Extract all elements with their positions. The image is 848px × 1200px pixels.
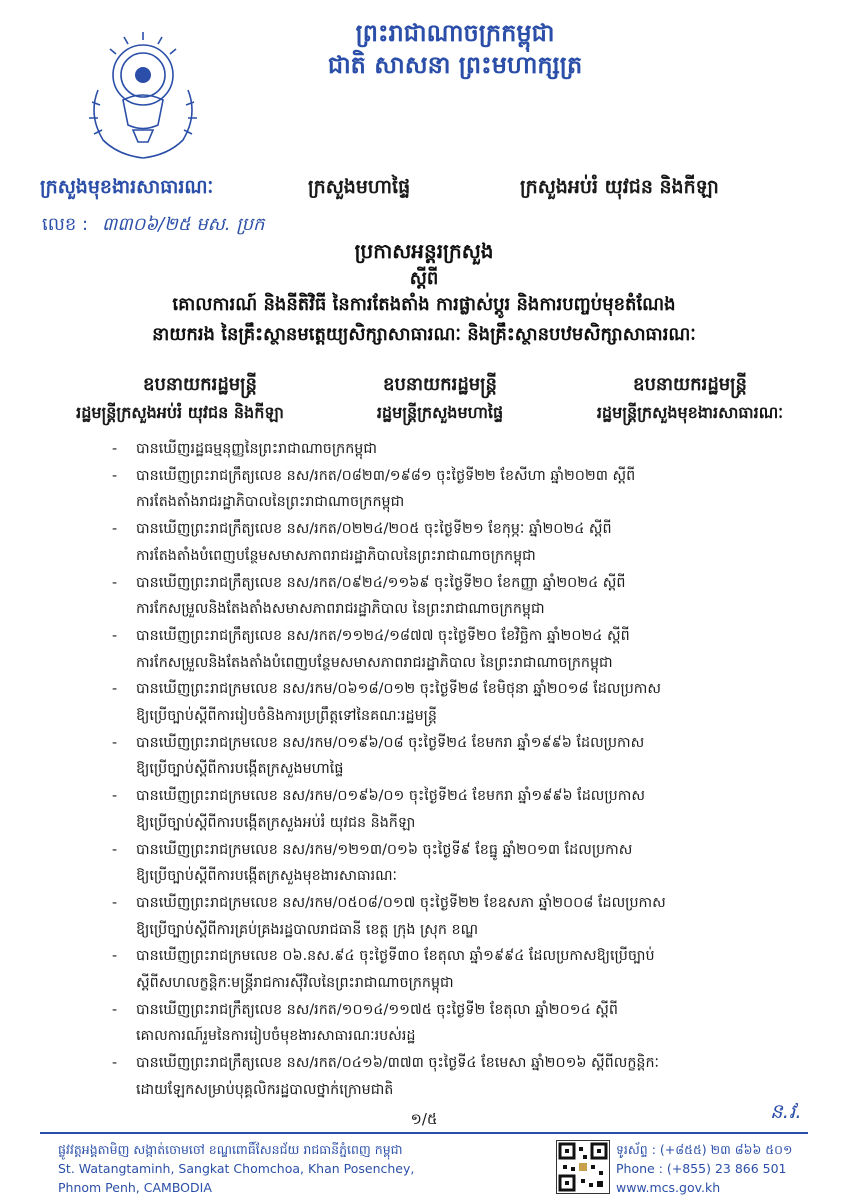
document-subject-line-2: នាយករង នៃគ្រឹះស្ថានមត្តេយ្យសិក្សាសាធារណៈ និងគ្រឹះស្ថានបឋមសិក្សាសាធារណៈ bbox=[152, 324, 696, 345]
list-text: ឱ្យប្រើច្បាប់ស្តីពីការរៀបចំនិងការប្រព្រឹត្តទៅនៃគណៈរដ្ឋមន្ត្រី bbox=[136, 708, 437, 725]
list-continuation bbox=[112, 489, 812, 516]
footer-contact bbox=[616, 1140, 792, 1197]
list-continuation bbox=[112, 543, 812, 570]
list-continuation bbox=[112, 863, 812, 890]
list-dash: - bbox=[112, 627, 118, 644]
list-text: បានឃើញព្រះរាជក្រមលេខ ០៦.នស.៩៤ ចុះថ្ងៃទី៣០ ខែតុលា ឆ្នាំ១៩៩៤ ដែលប្រកាសឱ្យប្រើច្បាប់ bbox=[136, 948, 655, 965]
list-dash: - bbox=[112, 1001, 118, 1018]
list-continuation bbox=[112, 970, 812, 997]
handwritten-initials: ន.វ. bbox=[770, 1099, 802, 1123]
address-english-line-2: Phnom Penh, CAMBODIA bbox=[58, 1180, 212, 1195]
signatory-title: ឧបនាយករដ្ឋមន្ត្រី bbox=[383, 374, 497, 395]
list-text: បានឃើញព្រះរាជក្រមលេខ នស/រកម/១២១៣/០១៦ ចុះថ្ងៃទី៩ ខែធ្នូ ឆ្នាំ២០១៣ ដែលប្រកាស bbox=[136, 841, 633, 858]
list-text: គោលការណ៍រួមនៃការរៀបចំមុខងារសាធារណៈរបស់រដ្ឋ bbox=[136, 1028, 416, 1045]
list-dash: - bbox=[112, 574, 118, 591]
list-dash: - bbox=[112, 894, 118, 911]
list-text: ការកែសម្រួលនិងតែងតាំងបំពេញបន្ថែមសមាសភាពរាជរដ្ឋាភិបាល នៃព្រះរាជាណាចក្រកម្ពុជា bbox=[136, 654, 613, 671]
list-item bbox=[112, 943, 812, 970]
list-text: ឱ្យប្រើច្បាប់ស្តីពីការបង្កើតក្រសួងមហាផ្ទៃ bbox=[136, 761, 344, 778]
document-type: ប្រកាសអន្តរក្រសួង bbox=[354, 239, 494, 263]
list-text: ឱ្យប្រើច្បាប់ស្តីពីការបង្កើតក្រសួងអប់រំ យុវជន និងកីឡា bbox=[136, 814, 416, 831]
ministry-civil-service: ក្រសួងមុខងារសាធារណៈ bbox=[40, 176, 214, 198]
ministry-emblem bbox=[78, 30, 208, 165]
list-continuation bbox=[112, 1023, 812, 1050]
list-item bbox=[112, 730, 812, 757]
phone-khmer: ទូរស័ព្ទ : (+៨៥៥) ២៣ ៨៦៦ ៥០១ bbox=[616, 1142, 793, 1157]
list-text: បានឃើញព្រះរាជក្រឹត្យលេខ នស/រកត/០៤១៦/៣៧៣ ចុះថ្ងៃទី៤ ខែមេសា ឆ្នាំ២០១៦ ស្តីពីលក្ខន្តិកៈ bbox=[136, 1055, 659, 1072]
legal-basis-list bbox=[112, 436, 812, 1104]
list-text: ការតែងតាំងរាជរដ្ឋាភិបាលនៃព្រះរាជាណាចក្រកម្ពុជា bbox=[136, 494, 405, 511]
list-text: បានឃើញព្រះរាជក្រឹត្យលេខ នស/រកត/០៨២៣/១៩៨១ ចុះថ្ងៃទី២២ ខែសីហា ឆ្នាំ២០២៣ ស្តីពី bbox=[136, 467, 636, 484]
list-text: ការកែសម្រួលនិងតែងតាំងសមាសភាពរាជរដ្ឋាភិបាល នៃព្រះរាជាណាចក្រកម្ពុជា bbox=[136, 601, 545, 618]
list-item bbox=[112, 676, 812, 703]
list-text: បានឃើញព្រះរាជក្រឹត្យលេខ នស/រកត/០៩២៤/១១៦៩ ចុះថ្ងៃទី២០ ខែកញ្ញា ឆ្នាំ២០២៤ ស្តីពី bbox=[136, 574, 626, 591]
list-continuation bbox=[112, 650, 812, 677]
reference-label: លេខ : bbox=[42, 214, 89, 235]
list-item bbox=[112, 890, 812, 917]
list-continuation bbox=[112, 810, 812, 837]
list-item bbox=[112, 997, 812, 1024]
list-item bbox=[112, 516, 812, 543]
list-text: បានឃើញព្រះរាជក្រឹត្យលេខ នស/រកត/១១២៤/១៨៧៧ ចុះថ្ងៃទី២០ ខែវិច្ឆិកា ឆ្នាំ២០២៤ ស្តីពី bbox=[136, 627, 630, 644]
qr-code-icon bbox=[556, 1140, 610, 1194]
list-dash: - bbox=[112, 1055, 118, 1072]
list-text: បានឃើញព្រះរាជក្រមលេខ នស/រកម/០១៩៦/០៨ ចុះថ្ងៃទី២៤ ខែមករា ឆ្នាំ១៩៩៦ ដែលប្រកាស bbox=[136, 734, 645, 751]
list-dash: - bbox=[112, 841, 118, 858]
footer-divider bbox=[40, 1132, 808, 1134]
list-dash: - bbox=[112, 467, 118, 484]
document-about: ស្តីពី bbox=[409, 268, 439, 289]
list-text: ឱ្យប្រើច្បាប់ស្តីពីការបង្កើតក្រសួងមុខងារសាធារណៈ bbox=[136, 868, 397, 885]
address-khmer: ផ្លូវវត្តអង្គតាមិញ សង្កាត់ចោមចៅ ខណ្ឌពោធិ៍សែនជ័យ រាជធានីភ្នំពេញ កម្ពុជា bbox=[58, 1142, 403, 1157]
document-subject-line-1: គោលការណ៍ និងនីតិវិធី នៃការតែងតាំង ការផ្លាស់ប្តូរ និងការបញ្ចប់មុខតំណែង bbox=[172, 294, 676, 315]
list-text: ការតែងតាំងបំពេញបន្ថែមសមាសភាពរាជរដ្ឋាភិបាលនៃព្រះរាជាណាចក្រកម្ពុជា bbox=[136, 547, 536, 564]
signatory-role: រដ្ឋមន្ត្រីក្រសួងអប់រំ យុវជន និងកីឡា bbox=[76, 403, 284, 422]
list-text: ឱ្យប្រើច្បាប់ស្តីពីការគ្រប់គ្រងរដ្ឋបាលរាជធានី ខេត្ត ក្រុង ស្រុក ខណ្ឌ bbox=[136, 921, 479, 938]
list-item bbox=[112, 436, 812, 463]
website-link[interactable]: www.mcs.gov.kh bbox=[616, 1180, 721, 1195]
reference-number bbox=[42, 212, 264, 239]
page-number: ១/៥ bbox=[410, 1110, 438, 1128]
list-item bbox=[112, 623, 812, 650]
list-item bbox=[112, 1050, 812, 1077]
reference-value: ៣៣០៦/២៥ មស. ប្រក bbox=[101, 214, 265, 235]
signatory-role: រដ្ឋមន្ត្រីក្រសួងមុខងារសាធារណៈ bbox=[596, 403, 784, 422]
list-continuation bbox=[112, 756, 812, 783]
phone-english: Phone : (+855) 23 866 501 bbox=[616, 1161, 787, 1176]
list-continuation bbox=[112, 703, 812, 730]
signatory-title: ឧបនាយករដ្ឋមន្ត្រី bbox=[633, 374, 747, 395]
list-text: បានឃើញព្រះរាជក្រឹត្យលេខ នស/រកត/១០១៤/១១៧៥ ចុះថ្ងៃទី២ ខែតុលា ឆ្នាំ២០១៤ ស្តីពី bbox=[136, 1001, 618, 1018]
list-text: បានឃើញព្រះរាជក្រឹត្យលេខ នស/រកត/០២២៤/២០៥ ចុះថ្ងៃទី២១ ខែកុម្ភៈ ឆ្នាំ២០២៤ ស្តីពី bbox=[136, 521, 612, 538]
list-continuation bbox=[112, 1077, 812, 1104]
footer-address bbox=[58, 1140, 414, 1197]
list-dash: - bbox=[112, 734, 118, 751]
list-text: បានឃើញព្រះរាជក្រមលេខ នស/រកម/០១៩៦/០១ ចុះថ្ងៃទី២៤ ខែមករា ឆ្នាំ១៩៩៦ ដែលប្រកាស bbox=[136, 788, 645, 805]
list-text: បានឃើញព្រះរាជក្រមលេខ នស/រកម/០៦១៨/០១២ ចុះថ្ងៃទី២៨ ខែមិថុនា ឆ្នាំ២០១៨ ដែលប្រកាស bbox=[136, 681, 661, 698]
list-continuation bbox=[112, 917, 812, 944]
kingdom-title: ព្រះរាជាណាចក្រកម្ពុជា bbox=[355, 19, 555, 47]
list-dash: - bbox=[112, 521, 118, 538]
list-item bbox=[112, 837, 812, 864]
list-continuation bbox=[112, 596, 812, 623]
list-text: បានឃើញព្រះរាជក្រមលេខ នស/រកម/០៥០៨/០១៧ ចុះថ្ងៃទី២២ ខែឧសភា ឆ្នាំ២០០៨ ដែលប្រកាស bbox=[136, 894, 666, 911]
ministry-education: ក្រសួងអប់រំ យុវជន និងកីឡា bbox=[520, 176, 719, 198]
list-dash: - bbox=[112, 681, 118, 698]
list-item bbox=[112, 783, 812, 810]
list-dash: - bbox=[112, 788, 118, 805]
list-dash: - bbox=[112, 441, 118, 457]
list-item bbox=[112, 463, 812, 490]
list-item bbox=[112, 570, 812, 597]
ministry-interior: ក្រសួងមហាផ្ទៃ bbox=[308, 176, 411, 198]
signatory-title: ឧបនាយករដ្ឋមន្ត្រី bbox=[143, 374, 257, 395]
signatory-role: រដ្ឋមន្ត្រីក្រសួងមហាផ្ទៃ bbox=[376, 403, 504, 422]
list-dash: - bbox=[112, 948, 118, 965]
list-text: ស្តីពីសហលក្ខន្តិកៈមន្ត្រីរាជការស៊ីវិលនៃព្រះរាជាណាចក្រកម្ពុជា bbox=[136, 975, 454, 992]
list-text: បានឃើញរដ្ឋធម្មនុញ្ញនៃព្រះរាជាណាចក្រកម្ពុជា bbox=[136, 441, 377, 457]
national-motto: ជាតិ សាសនា ព្រះមហាក្សត្រ bbox=[327, 51, 583, 79]
list-text: ដោយឡែកសម្រាប់បុគ្គលិករដ្ឋបាលថ្នាក់ក្រោមជាតិ bbox=[136, 1081, 394, 1098]
address-english-line-1: St. Watangtaminh, Sangkat Chomchoa, Khan Posenchey, bbox=[58, 1161, 415, 1176]
